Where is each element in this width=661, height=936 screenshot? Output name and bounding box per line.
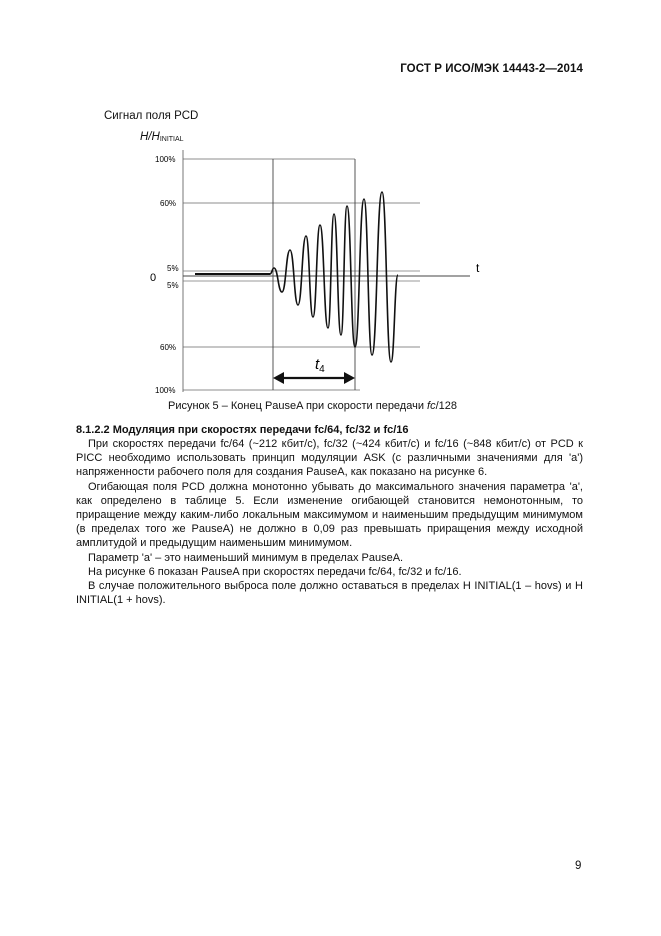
t4-arrow-head-right [344,372,355,384]
t4-label: $t_4$ [315,356,325,375]
tick-5-bot: 5% [167,281,179,290]
document-header: ГОСТ Р ИСО/МЭК 14443-2—2014 [400,63,583,75]
paragraph-1: При скоростях передачи fc/64 (~212 кбит/с), fc/32 (~424 кбит/с) и fc/16 (~848 кбит/с) от PCD к PICC необходимо использовать принцип модуляции ASK (с различными значениями для 'a') напряженности рабочего поля для создания PauseA, как показано на рисунке 6. [76,438,583,479]
paragraph-4: На рисунке 6 показан PauseA при скоростях передачи fc/64, fc/32 и fc/16. [88,565,462,578]
tick-5-top: 5% [167,264,179,273]
y-axis-label: $H/H_{INITIAL}$ [140,131,184,143]
tick-60-top: 60% [160,199,177,208]
tick-zero: 0 [150,272,157,284]
paragraph-3: Параметр 'a' – это наименьший минимум в пределах PauseA. [88,551,404,564]
figure-caption: Рисунок 5 – Конец PauseA при скорости передачи fc/128 [168,400,458,412]
signal-label: Сигнал поля PCD [104,110,199,122]
section-heading: 8.1.2.2 Модуляция при скоростях передачи fc/64, fc/32 и fc/16 [76,424,409,436]
tick-60-bot: 60% [160,343,177,352]
field-signal-diagram [0,0,661,400]
page-number: 9 [575,860,582,872]
paragraph-5: В случае положительного выброса поле должно оставаться в пределах H INITIAL(1 – hovs) и H INITIAL(1 + hovs). [76,580,583,607]
paragraph-2: Огибающая поля PCD должна монотонно убывать до максимального значения параметра 'a', как определено в таблице 5. Если изменение огибающей становится немонотонным, то приращение между каким-либо локальным максимумом и наименьшим предыдущим минимумом (в пределах того же PauseA) не должно в 0,09 раз превышать приращения между исходной амплитудой и предыдущим наименьшим минимумом. [76,480,583,550]
body-text [76,437,583,607]
tick-100-top: 100% [155,155,176,164]
time-axis-label: t [476,261,480,275]
t4-arrow-head-left [273,372,284,384]
tick-100-bot: 100% [155,386,176,395]
signal-waveform [270,192,398,362]
